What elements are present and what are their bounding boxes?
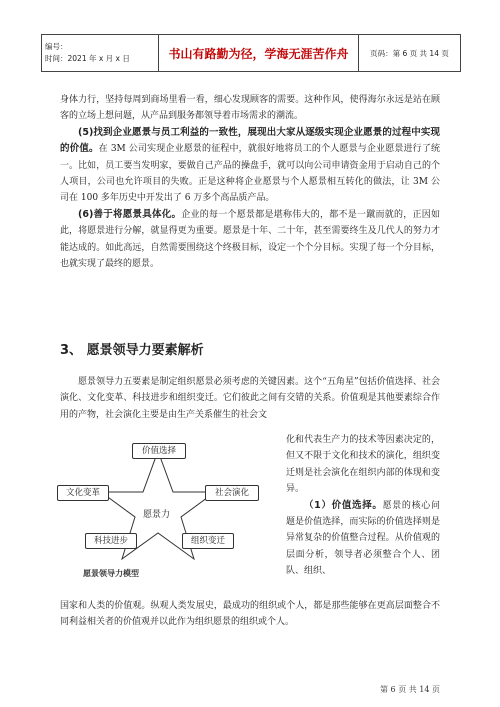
section-heading: 3、 愿景领导力要素解析 [60, 343, 204, 358]
bottom-text [60, 598, 440, 631]
diagram-node-org-change: 组织变迁 [182, 533, 234, 549]
point-1-text: 愿景的核心问题是价值选择，而实际的价值选择则是异常复杂的价值整合过程。从价值观的层面分析，领导者必须整合个人、团队、组织、 [286, 500, 440, 577]
paragraph-1: 身体力行，坚持每周到商场里看一看，细心发现顾客的需要。这种作风，使得海尔永远是站在顾客的立场上想问题，从产品到服务都领导着市场需求的潮流。 [60, 95, 440, 122]
section-intro [60, 374, 440, 423]
diagram-center-label: 愿景力 [143, 510, 171, 520]
page-header [41, 34, 461, 72]
diagram-node-culture-change: 文化变革 [57, 485, 109, 501]
point-6-heading: (6)善于将愿景具体化。 [78, 208, 182, 220]
paragraph-3 [60, 207, 440, 273]
section-paragraph: 愿景领导力五要素是制定组织愿景必须考虑的关键因素。这个“五角星”包括价值选择、社会演化、文化变革、科技进步和组织变迁。它们彼此之间有交错的关系。价值观是其他要素综合作用的产物，社会演化主要是由生产关系催生的社会文 [60, 377, 440, 420]
vision-leadership-diagram [55, 437, 280, 585]
header-motto: 书山有路勤为径，学海无涯苦作舟 [159, 35, 359, 72]
diagram-node-value-choice: 价值选择 [132, 443, 186, 459]
number-label: 编号： [45, 42, 68, 51]
diagram-node-tech-progress: 科技进步 [85, 533, 137, 549]
body-text [60, 92, 440, 272]
header-page-label: 页码：第 6 页 共 14 页 [359, 35, 461, 72]
bottom-paragraph: 国家和人类的价值观。纵观人类发展史，最成功的组织或个人，都是那些能够在更高层面整合不同利益相关者的价值观并以此作为组织愿景的组织或个人。 [60, 601, 440, 628]
side-text [286, 432, 440, 580]
time-label: 时间：2021 年 x 月 x 日 [45, 54, 130, 63]
paragraph-2 [60, 125, 440, 207]
diagram-node-social-evolution: 社会演化 [205, 485, 259, 501]
point-5-heading: (5)找到企业愿景与员工利益的一致性，展现出大家从逐级实现企业愿景的过程中实现的价值。 [60, 126, 440, 155]
header-meta [42, 35, 159, 72]
point-5-text: 在 3M 公司实现企业愿景的征程中，就很好地将员工的个人愿景与企业愿景进行了统一。比如，员工要当发明家，要做自己产品的操盘手，就可以向公司申请资金用于启动自己的个人项目，公司也允许项目的失败。正是这种将企业愿景与个人愿景相互转化的做法，让 3M 公司在 100 多年历史中开发出了 6 万多个高品质产品。 [60, 144, 440, 204]
page-footer: 第 6 页 共 14 页 [380, 685, 440, 694]
point-6-text: 企业的每一个愿景都是堪称伟大的，都不是一蹴而就的，正因如此，将愿景进行分解，就显得更为重要。愿景是十年、二十年，甚至需要终生及几代人的努力才能达成的。如此高远，自然需要围绕这个终极目标，设定一个个分目标。实现了每一个分目标，也就实现了最终的愿景。 [60, 209, 440, 270]
diagram-caption: 愿景领导力模型 [83, 569, 139, 578]
point-1-paragraph [286, 498, 440, 580]
side-paragraph: 化和代表生产力的技术等因素决定的，但又不限于文化和技术的演化，组织变迁则是社会演化在组织内部的体现和变异。 [286, 435, 440, 495]
point-1-heading: （1）价值选择。 [304, 499, 383, 511]
